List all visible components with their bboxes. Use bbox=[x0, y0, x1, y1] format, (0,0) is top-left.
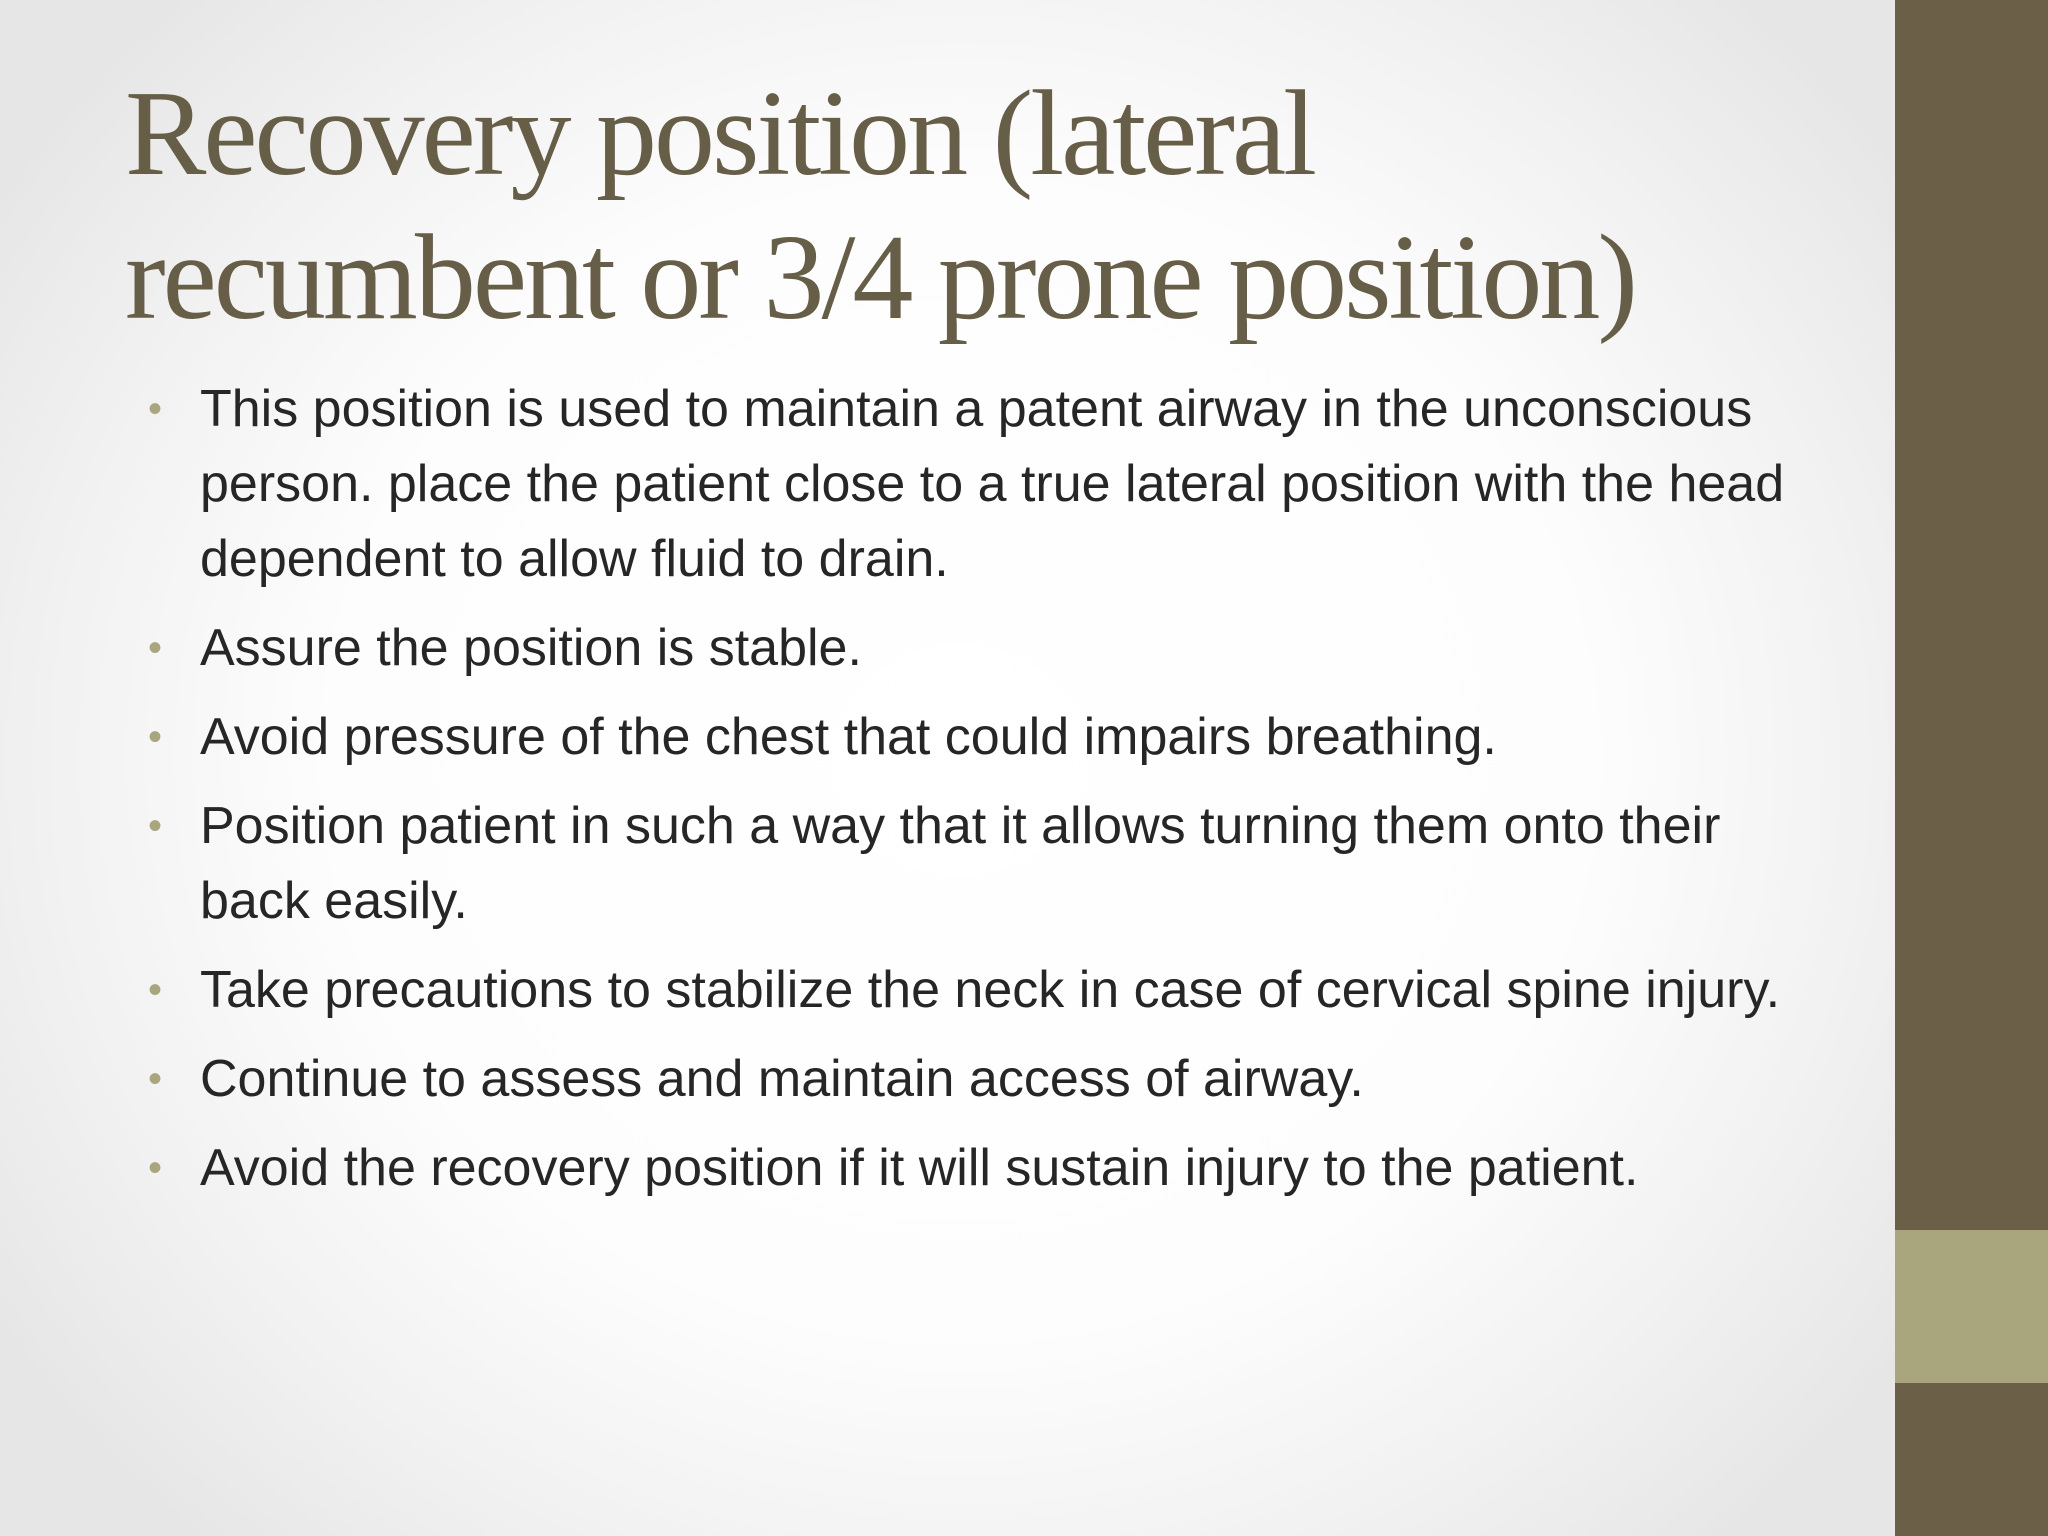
bullet-text: Take precautions to stabilize the neck in case of cervical spine injury. bbox=[200, 961, 1781, 1019]
bullet-item bbox=[0, 372, 1820, 597]
bullet-item bbox=[0, 611, 1820, 686]
bullet-item bbox=[0, 700, 1820, 775]
bullet-dot-icon: • bbox=[148, 968, 163, 1012]
bullet-dot-icon: • bbox=[148, 1146, 163, 1190]
bullet-text: This position is used to maintain a patent airway in the unconscious person. place the patient close to a true lateral position with the head dependent to allow fluid to drain. bbox=[200, 380, 1785, 588]
bullet-text: Avoid pressure of the chest that could impairs breathing. bbox=[200, 708, 1497, 766]
bullet-item bbox=[0, 1042, 1820, 1117]
bullet-text: Continue to assess and maintain access of airway. bbox=[200, 1050, 1364, 1108]
bullet-item bbox=[0, 953, 1820, 1028]
bullet-dot-icon: • bbox=[148, 715, 163, 759]
bullet-item bbox=[0, 1131, 1820, 1206]
bullet-dot-icon: • bbox=[148, 387, 163, 431]
bullet-dot-icon: • bbox=[148, 626, 163, 670]
bullet-text: Avoid the recovery position if it will sustain injury to the patient. bbox=[200, 1139, 1639, 1197]
bullet-list bbox=[0, 372, 1820, 1220]
bullet-dot-icon: • bbox=[148, 804, 163, 848]
slide-title: Recovery position (lateral recumbent or 3/4 prone position) bbox=[125, 66, 1635, 345]
bullet-text: Position patient in such a way that it allows turning them onto their back easily. bbox=[200, 797, 1721, 930]
side-accent-block bbox=[1895, 1230, 2048, 1383]
bullet-dot-icon: • bbox=[148, 1057, 163, 1101]
bullet-text: Assure the position is stable. bbox=[200, 619, 862, 677]
bullet-item bbox=[0, 789, 1820, 939]
